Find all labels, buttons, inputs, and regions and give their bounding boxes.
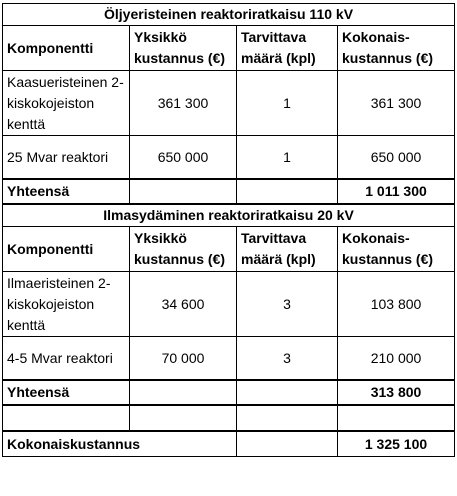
total-cost: 650 000 bbox=[338, 136, 455, 180]
table-row bbox=[3, 337, 455, 381]
grand-total-label: Kokonaiskustannus bbox=[3, 431, 237, 457]
empty-cell bbox=[130, 380, 237, 405]
total-cost: 103 800 bbox=[338, 272, 455, 337]
section2-sum-label: Yhteensä bbox=[3, 380, 130, 405]
table-row bbox=[3, 272, 455, 337]
section1-sum-value: 1 011 300 bbox=[338, 179, 455, 204]
grand-total-value: 1 325 100 bbox=[338, 431, 455, 457]
section1-sum-row bbox=[3, 179, 455, 204]
quantity: 3 bbox=[237, 272, 338, 337]
section2-title: Ilmasydäminen reaktoriratkaisu 20 kV bbox=[3, 204, 455, 227]
section2-header-row bbox=[3, 227, 455, 272]
header-component: Komponentti bbox=[3, 227, 130, 272]
unit-cost: 70 000 bbox=[130, 337, 237, 381]
quantity: 3 bbox=[237, 337, 338, 381]
component-name: 25 Mvar reaktori bbox=[3, 136, 130, 180]
grand-total-row bbox=[3, 431, 455, 457]
total-cost: 361 300 bbox=[338, 71, 455, 136]
component-name: Ilmaeristeinen 2-kiskokojeiston kenttä bbox=[3, 272, 130, 337]
header-unit-cost: Yksikkö kustannus (€) bbox=[130, 227, 237, 272]
empty-cell bbox=[237, 179, 338, 204]
section1-title-row bbox=[3, 4, 455, 26]
header-quantity: Tarvittava määrä (kpl) bbox=[237, 227, 338, 272]
empty-cell bbox=[3, 405, 130, 431]
header-component: Komponentti bbox=[3, 26, 130, 71]
section2-sum-value: 313 800 bbox=[338, 380, 455, 405]
header-unit-cost: Yksikkö kustannus (€) bbox=[130, 26, 237, 71]
header-total-cost: Kokonais-kustannus (€) bbox=[338, 227, 455, 272]
section1-title: Öljyeristeinen reaktoriratkaisu 110 kV bbox=[3, 4, 455, 26]
empty-cell bbox=[237, 405, 338, 431]
cost-table bbox=[2, 3, 455, 457]
component-name: 4-5 Mvar reaktori bbox=[3, 337, 130, 381]
component-name: Kaasueristeinen 2-kiskokojeiston kenttä bbox=[3, 71, 130, 136]
quantity: 1 bbox=[237, 136, 338, 180]
empty-cell bbox=[130, 179, 237, 204]
section1-sum-label: Yhteensä bbox=[3, 179, 130, 204]
header-total-cost: Kokonais-kustannus (€) bbox=[338, 26, 455, 71]
empty-cell bbox=[237, 431, 338, 457]
unit-cost: 34 600 bbox=[130, 272, 237, 337]
empty-cell bbox=[338, 405, 455, 431]
section2-sum-row bbox=[3, 380, 455, 405]
header-quantity: Tarvittava määrä (kpl) bbox=[237, 26, 338, 71]
quantity: 1 bbox=[237, 71, 338, 136]
unit-cost: 361 300 bbox=[130, 71, 237, 136]
empty-cell bbox=[237, 380, 338, 405]
total-cost: 210 000 bbox=[338, 337, 455, 381]
empty-cell bbox=[130, 405, 237, 431]
unit-cost: 650 000 bbox=[130, 136, 237, 180]
table-row bbox=[3, 136, 455, 180]
section1-header-row bbox=[3, 26, 455, 71]
table-row bbox=[3, 71, 455, 136]
section2-title-row bbox=[3, 204, 455, 227]
blank-row bbox=[3, 405, 455, 431]
